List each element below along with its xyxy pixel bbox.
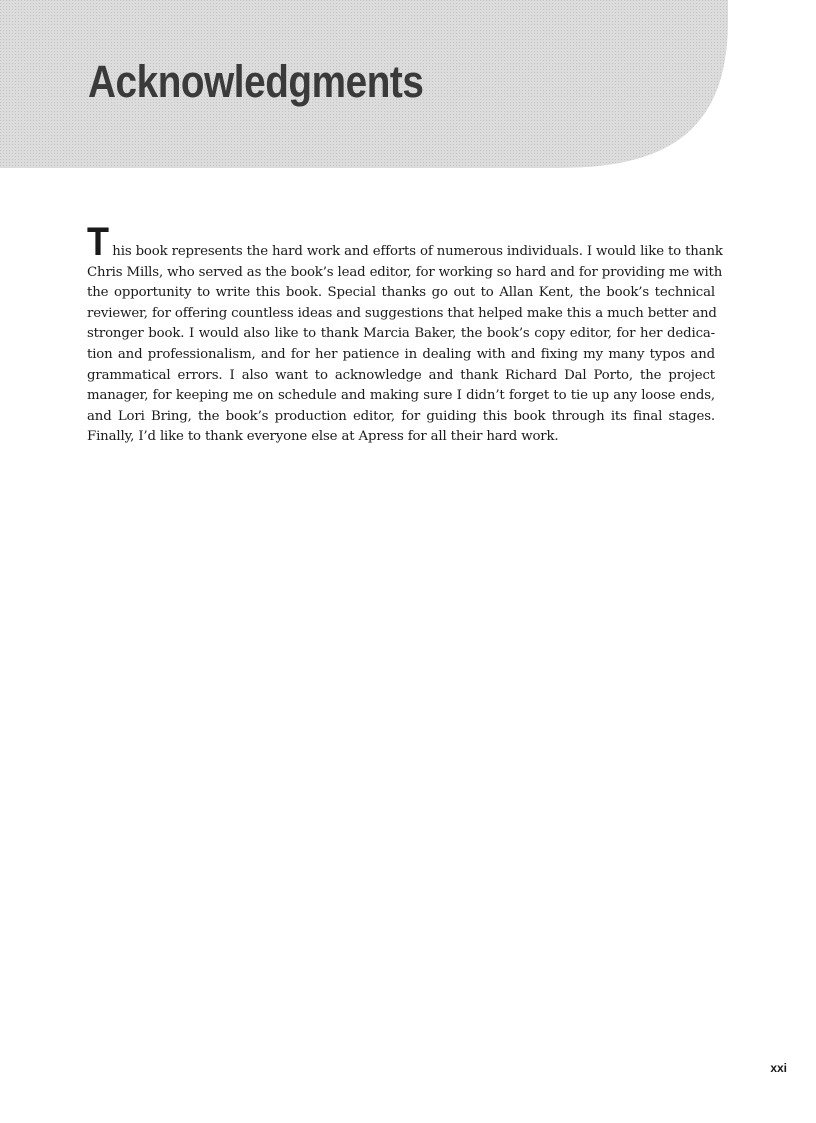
paragraph-line: and Lori Bring, the book’s production editor, for guiding this book through its final stages. [87,408,715,424]
paragraph-line-text: his book represents the hard work and efforts of numerous individuals. I would like to thank [112,244,723,259]
acknowledgments-paragraph [87,220,723,448]
drop-cap: T [87,220,109,264]
paragraph-line: manager, for keeping me on schedule and making sure I didn’t forget to tie up any loose ends, [87,388,715,404]
paragraph-line: Chris Mills, who served as the book’s lead editor, for working so hard and for providing me with [87,264,723,280]
paragraph-line: Finally, I’d like to thank everyone else at Apress for all their hard work. [87,429,559,445]
chapter-title: Acknowledgments [88,56,424,107]
paragraph-line: reviewer, for offering countless ideas and suggestions that helped make this a much better and [87,305,717,321]
chapter-header-band [0,0,728,168]
paragraph-line: the opportunity to write this book. Special thanks go out to Allan Kent, the book’s technical [87,285,715,301]
paragraph-line: stronger book. I would also like to thank Marcia Baker, the book’s copy editor, for her dedica- [87,326,715,342]
paragraph-line: grammatical errors. I also want to acknowledge and thank Richard Dal Porto, the project [87,367,715,383]
paragraph-line: tion and professionalism, and for her patience in dealing with and fixing my many typos and [87,346,715,362]
page-number: xxi [770,1061,787,1075]
paragraph-line [87,220,723,264]
